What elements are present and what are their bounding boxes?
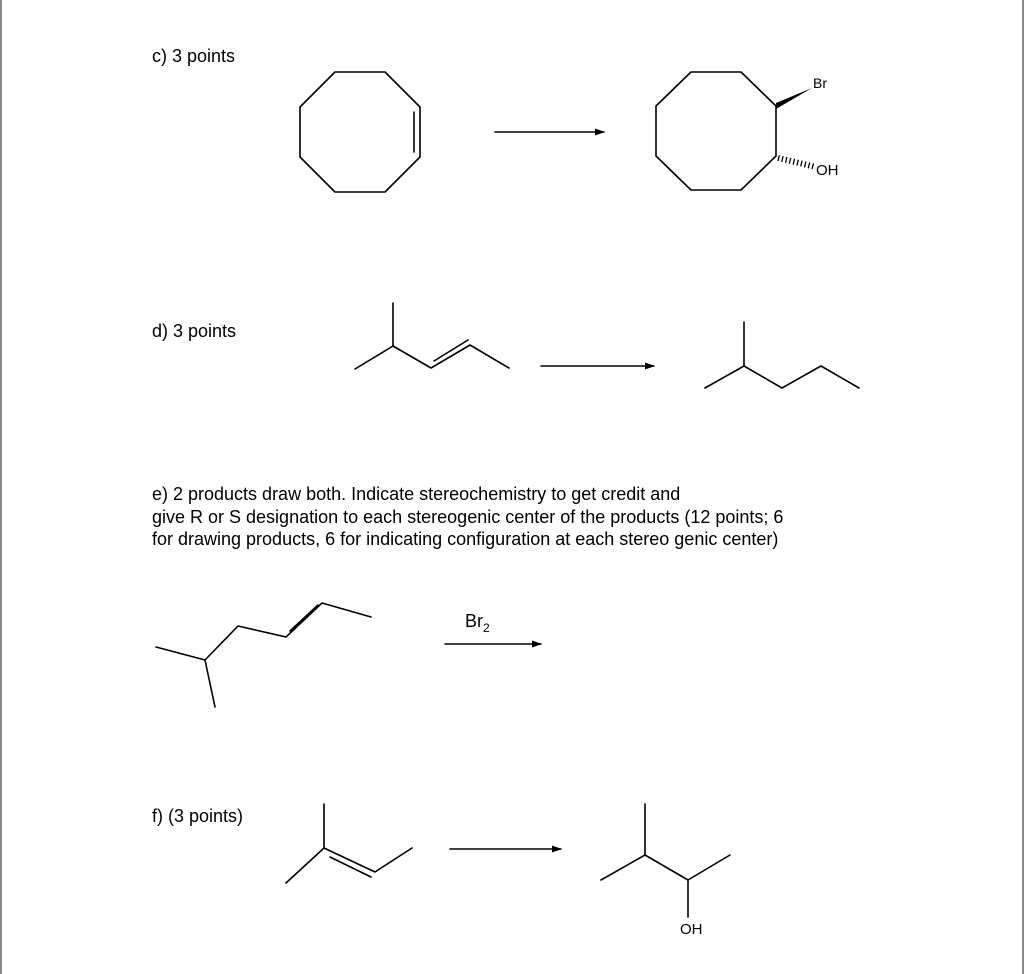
problem-d-label: d) 3 points: [152, 321, 237, 341]
c-br-atom: Br: [813, 75, 827, 91]
problem-e-line-2: give R or S designation to each stereogenic center of the products (12 points; 6: [152, 506, 784, 527]
problem-e-line-1: e) 2 products draw both. Indicate stereochemistry to get credit and: [152, 484, 681, 504]
f-oh-atom: OH: [680, 921, 703, 938]
problem-c-label: c) 3 points: [152, 46, 236, 66]
e-alkene-reactant: [156, 603, 371, 707]
d-alkene-reactant: [355, 303, 509, 369]
c-hash-bond: [778, 158, 816, 167]
c-oh-atom: OH: [816, 162, 839, 179]
problem-f-label: f) (3 points): [152, 806, 244, 826]
c-wedge-bond: [776, 88, 812, 109]
f-alkene-reactant: [286, 804, 412, 883]
f-alcohol-product: [601, 804, 730, 938]
d-alkane-product: [705, 322, 859, 388]
problem-e-line-3: for drawing products, 6 for indicating configuration at each stereo genic center): [152, 529, 779, 549]
c-cyclooctene-reactant: [300, 72, 420, 192]
e-reagent: $Br_2$: [465, 611, 490, 635]
c-bromohydrin-product: [656, 72, 839, 190]
